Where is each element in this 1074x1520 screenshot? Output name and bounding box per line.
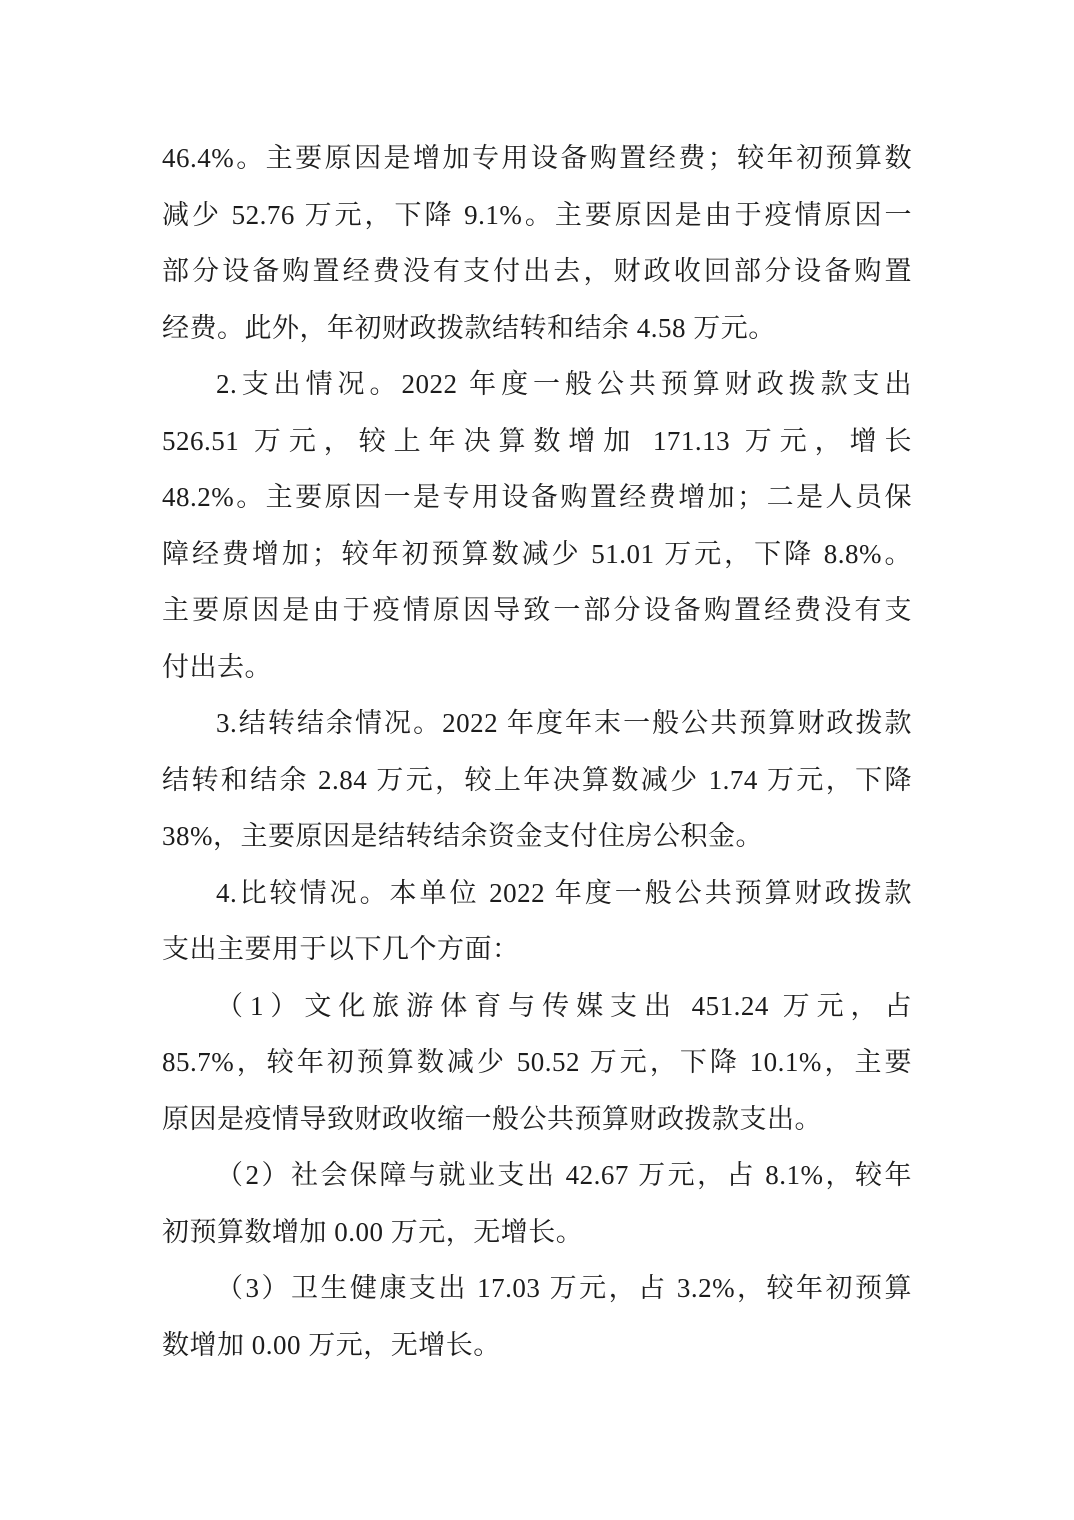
- text-line: （2）社会保障与就业支出 42.67 万元，占 8.1%，较年: [216, 1160, 912, 1190]
- text-line: 3.结转结余情况。2022 年度年末一般公共预算财政拨款: [216, 708, 912, 738]
- text-line: 2.支出情况。2022 年度一般公共预算财政拨款支出: [216, 369, 912, 399]
- text-line: 526.51 万元，较上年决算数增加 171.13 万元，增长: [162, 425, 912, 456]
- text-line: 经费。此外，年初财政拨款结转和结余 4.58 万元。: [162, 312, 776, 343]
- text-line: （3）卫生健康支出 17.03 万元，占 3.2%，较年初预算: [216, 1273, 912, 1303]
- text-line: 数增加 0.00 万元，无增长。: [162, 1329, 501, 1360]
- text-line: 85.7%，较年初预算数减少 50.52 万元，下降 10.1%，主要: [162, 1047, 912, 1077]
- text-line: 支出主要用于以下几个方面：: [162, 934, 520, 964]
- text-line: 减少 52.76 万元，下降 9.1%。主要原因是由于疫情原因一: [162, 199, 912, 230]
- text-line: 4.比较情况。本单位 2022 年度一般公共预算财政拨款: [216, 877, 912, 908]
- text-line: 付出去。: [162, 651, 272, 682]
- text-line: 主要原因是由于疫情原因导致一部分设备购置经费没有支: [162, 595, 912, 625]
- text-line: 障经费增加；较年初预算数减少 51.01 万元，下降 8.8%。: [162, 538, 912, 569]
- text-line: 38%，主要原因是结转结余资金支付住房公积金。: [162, 821, 763, 851]
- text-block: [162, 130, 912, 1373]
- text-line: 48.2%。主要原因一是专用设备购置经费增加；二是人员保: [162, 482, 912, 512]
- text-line: （1）文化旅游体育与传媒支出 451.24 万元，占: [216, 990, 912, 1021]
- text-line: 46.4%。主要原因是增加专用设备购置经费；较年初预算数: [162, 143, 912, 173]
- text-line: 初预算数增加 0.00 万元，无增长。: [162, 1216, 584, 1247]
- text-line: 部分设备购置经费没有支付出去，财政收回部分设备购置: [162, 256, 912, 286]
- text-line: 原因是疫情导致财政收缩一般公共预算财政拨款支出。: [162, 1103, 822, 1134]
- text-line: 结转和结余 2.84 万元，较上年决算数减少 1.74 万元，下降: [162, 764, 912, 795]
